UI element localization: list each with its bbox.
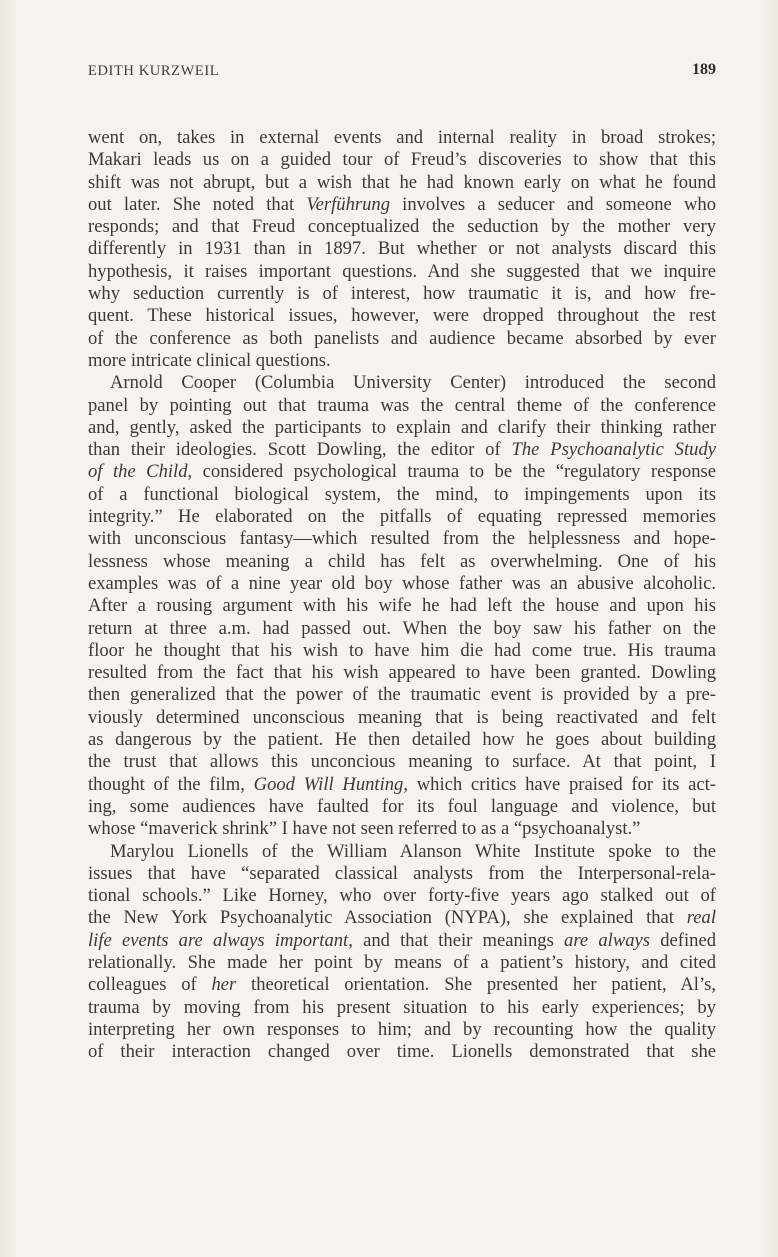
text-segment: interpreting her own responses to him; and by recounting how the quality [88,1018,716,1040]
text-segment: floor he thought that his wish to have him die had come true. His trauma [88,639,716,661]
text-line [88,952,716,974]
text-segment: whose “maverick shrink” I have not seen referred to as a “psychoanalyst.” [88,818,641,840]
text-segment: panel by pointing out that trauma was the central theme of the conference [88,394,716,416]
text-segment: of the conference as both panelists and audience became absorbed by ever [88,327,716,349]
italic-text: life events are always important [88,929,349,951]
text-line [88,484,716,506]
text-segment: relationally. She made her point by means of a patient’s history, and cited [88,951,716,973]
body-text [88,127,716,1063]
text-segment: of their interaction changed over time. Lionells demonstrated that she [88,1041,716,1063]
text-line [88,997,716,1019]
text-line [88,305,716,327]
text-line [88,818,716,840]
italic-text: are always [564,929,651,951]
text-segment: trauma by moving from his present situation to his early experiences; by [88,996,716,1018]
text-segment: of a functional biological system, the mind, to impingements upon its [88,483,716,505]
text-segment: more intricate clinical questions. [88,349,331,371]
text-line [88,573,716,595]
text-line [88,528,716,550]
paragraph [88,372,716,840]
text-line [88,149,716,171]
text-segment: Marylou Lionells of the William Alanson White Institute spoke to the [110,840,716,862]
text-line [88,194,716,216]
text-segment: issues that have “separated classical analysts from the Interpersonal-rela- [88,862,716,884]
text-line [88,729,716,751]
text-segment: with unconscious fantasy—which resulted from the helplessness and hope- [88,528,716,550]
text-line [88,1019,716,1041]
text-line [88,930,716,952]
text-segment: After a rousing argument with his wife he had left the house and upon his [88,595,716,617]
text-line [88,640,716,662]
text-line [88,751,716,773]
text-line [88,618,716,640]
text-line [88,395,716,417]
text-segment: responds; and that Freud conceptualized the seduction by the mother very [88,216,716,238]
text-line [88,417,716,439]
text-line [88,796,716,818]
text-segment: than their ideologies. Scott Dowling, the editor of [88,439,512,461]
text-segment: lessness whose meaning a child has felt as overwhelming. One of his [88,550,716,572]
running-header-author: EDITH KURZWEIL [88,63,220,79]
text-segment: thought of the film, [88,773,254,795]
text-line [88,595,716,617]
page-number: 189 [692,61,716,78]
text-segment: the trust that allows this unconcious meaning to surface. At that point, I [88,751,716,773]
text-segment: out later. She noted that [88,193,307,215]
text-segment: why seduction currently is of interest, how traumatic it is, and how fre- [88,283,716,305]
text-line [88,863,716,885]
text-line [88,372,716,394]
text-segment: differently in 1931 than in 1897. But whether or not analysts discard this [88,238,716,260]
italic-text: The Psychoanalytic Study [511,439,716,461]
text-segment: ing, some audiences have faulted for its foul language and violence, but [88,795,716,817]
text-segment: and, gently, asked the participants to explain and clarify their thinking rather [88,416,716,438]
text-segment: the New York Psychoanalytic Association (NYPA), she explained that [88,907,687,929]
text-segment: , which critics have praised for its act- [403,773,716,795]
text-segment: , considered psychological trauma to be the “regulatory response [187,461,716,483]
text-segment: involves a seducer and someone who [390,193,716,215]
text-line [88,350,716,372]
text-segment: , and that their meanings [348,929,565,951]
text-line [88,238,716,260]
text-line [88,439,716,461]
text-segment: examples was of a nine year old boy whose father was an abusive alcoholic. [88,572,716,594]
text-segment: then generalized that the power of the traumatic event is provided by a pre- [88,684,716,706]
italic-text: Good Will Hunting [253,773,404,795]
text-line [88,506,716,528]
text-line [88,461,716,483]
text-segment: theoretical orientation. She presented her patient, Al’s, [236,974,716,996]
text-segment: return at three a.m. had passed out. When the boy saw his father on the [88,617,716,639]
text-line [88,907,716,929]
text-line [88,885,716,907]
text-line [88,1041,716,1063]
paragraph [88,841,716,1064]
text-segment: Makari leads us on a guided tour of Freud’s discoveries to show that this [88,149,716,171]
text-segment: Arnold Cooper (Columbia University Center) introduced the second [110,372,716,394]
text-line [88,684,716,706]
text-line [88,551,716,573]
text-segment: resulted from the fact that his wish appeared to have been granted. Dowling [88,662,716,684]
italic-text: Verführung [306,193,390,215]
text-line [88,707,716,729]
text-line [88,662,716,684]
text-line [88,172,716,194]
text-line [88,974,716,996]
text-line [88,328,716,350]
paragraph [88,127,716,372]
text-segment: quent. These historical issues, however, were dropped throughout the rest [88,305,716,327]
text-segment: defined [650,929,717,951]
text-segment: as dangerous by the patient. He then detailed how he goes about building [88,729,716,751]
italic-text: of the Child [88,461,188,483]
text-segment: integrity.” He elaborated on the pitfalls of equating repressed memories [88,506,716,528]
text-line [88,261,716,283]
text-line [88,283,716,305]
text-segment: colleagues of [88,974,212,996]
text-segment: hypothesis, it raises important questions. And she suggested that we inquire [88,260,716,282]
text-segment: went on, takes in external events and internal reality in broad strokes; [88,127,716,148]
text-line [88,127,716,149]
text-line [88,774,716,796]
text-segment: shift was not abrupt, but a wish that he had known early on what he found [88,171,716,193]
italic-text: real [686,907,716,929]
text-line [88,841,716,863]
text-line [88,216,716,238]
text-segment: viously determined unconscious meaning that is being reactivated and felt [88,706,716,728]
italic-text: her [211,974,237,996]
text-segment: tional schools.” Like Horney, who over forty-five years ago stalked out of [88,885,716,907]
